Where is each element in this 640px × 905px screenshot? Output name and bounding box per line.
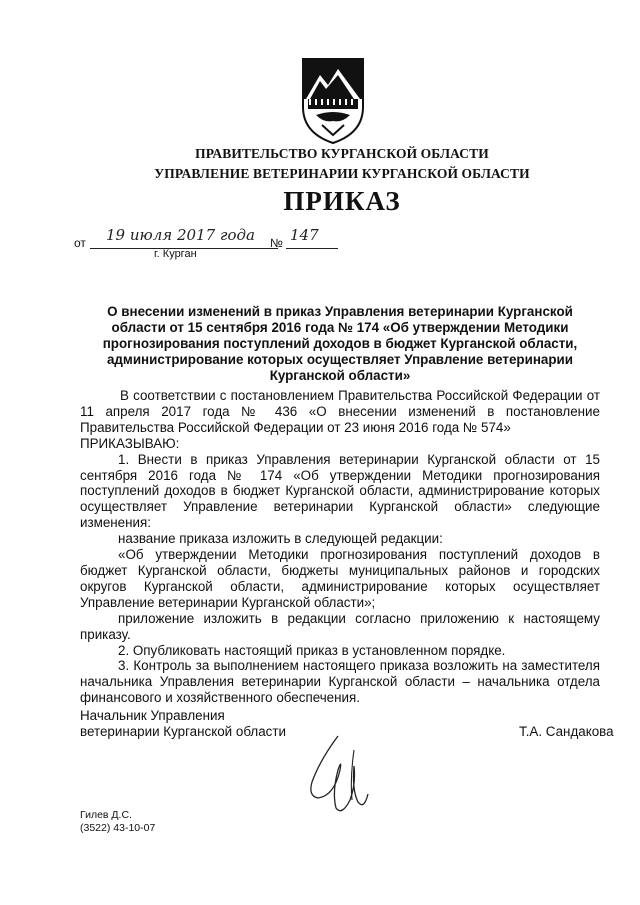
number-underline: [286, 248, 338, 249]
executor-phone: (3522) 43-10-07: [80, 822, 156, 834]
executor-name: Гилев Д.С.: [80, 809, 132, 821]
signatory-position: [80, 708, 286, 740]
department-name: УПРАВЛЕНИЕ ВЕТЕРИНАРИИ КУРГАНСКОЙ ОБЛАСТИ: [154, 166, 530, 181]
handwritten-number: 147: [290, 226, 319, 244]
executor-info: [80, 809, 155, 835]
order-subject: О внесении изменений в приказ Управления ветеринарии Курганской области от 15 сентября 2016 года № 174 «Об утверждении Методики прогнозирования поступлений доходов в бюджет Курганской области, администрирование которых осуществляет Управление ветеринарии Курганской области»: [102, 304, 578, 383]
item-3-paragraph: 3. Контроль за выполнением настоящего приказа возложить на заместителя начальника Управления ветеринарии Курганской области – начальника отдела финансового и хозяйственного обеспечения.: [80, 658, 600, 706]
item-1-annex-change: приложение изложить в редакции согласно приложению к настоящему приказу.: [80, 610, 600, 642]
position-line-2: ветеринарии Курганской области: [80, 724, 286, 739]
item-2-paragraph: 2. Опубликовать настоящий приказ в установленном порядке.: [118, 642, 506, 658]
handwritten-signature-icon: [290, 730, 400, 820]
preamble-paragraph: В соответствии с постановлением Правительства Российской Федерации от 11 апреля 2017 года № 436 «О внесении изменений в постановление Правительства Российской Федерации от 23 июня 2016 года № 574»: [80, 388, 600, 435]
from-label: от: [74, 236, 86, 250]
number-label: №: [270, 236, 283, 250]
position-line-1: Начальник Управления: [80, 708, 225, 723]
government-name: ПРАВИТЕЛЬСТВО КУРГАНСКОЙ ОБЛАСТИ: [195, 146, 489, 161]
item-1-new-title: «Об утверждении Методики прогнозирования поступлений доходов в бюджет Курганской области, бюджеты муниципальных районов и городских округов Курганской области, администрирование которых осуществляет Управление ветеринарии Курганской области»;: [80, 547, 600, 610]
coat-of-arms-icon: [298, 55, 368, 145]
signatory-name: Т.А. Сандакова: [519, 724, 614, 739]
city-label: г. Курган: [154, 248, 197, 260]
document-title: ПРИКАЗ: [283, 186, 401, 216]
item-1-title-change: название приказа изложить в следующей редакции:: [118, 531, 443, 547]
handwritten-date: 19 июля 2017 года: [106, 226, 255, 244]
order-body: [80, 388, 600, 706]
order-word: ПРИКАЗЫВАЮ:: [80, 435, 180, 451]
item-1-paragraph: 1. Внести в приказ Управления ветеринарии Курганской области от 15 сентября 2016 года № 174 «Об утверждении Методики прогнозирования поступлений доходов в бюджет Курганской области, администрирование которых осуществляет Управление ветеринарии Курганской области» следующие изменения:: [80, 451, 600, 531]
